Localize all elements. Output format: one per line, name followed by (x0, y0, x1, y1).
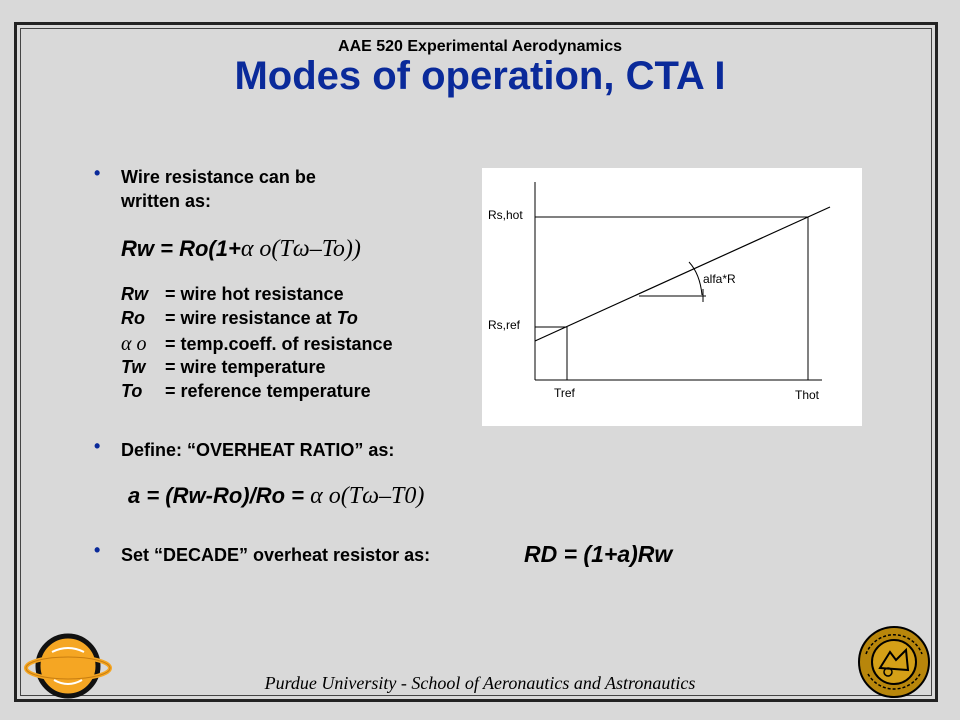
aeronautics-logo (24, 630, 114, 705)
graph-slope-arc (689, 262, 702, 295)
bullet-2-text: Define: “OVERHEAT RATIO” as: (121, 440, 395, 460)
eq2-rest: o(Tω–T0) (322, 483, 425, 509)
eq2-alpha: α (310, 483, 323, 509)
purdue-seal-logo (856, 624, 932, 705)
def-alpha (121, 333, 393, 356)
equation-decade-resistor: RD = (1+a)Rw (524, 541, 673, 567)
graph-label-thot: Thot (795, 388, 820, 402)
slide-title: Modes of operation, CTA I (234, 54, 726, 98)
graph-resistance-line (535, 207, 830, 341)
eq1-rest: o(Tω–To)) (253, 236, 361, 262)
def-to-text: = reference temperature (165, 381, 371, 401)
def-alpha-text: = temp.coeff. of resistance (165, 334, 393, 354)
equation-wire-resistance (121, 236, 361, 263)
eq1-alpha: α (240, 236, 254, 262)
graph-label-alfa: alfa*R (703, 272, 736, 286)
resistance-temperature-graph (482, 168, 862, 426)
def-rw-sym: Rw (121, 284, 148, 304)
graph-label-tref: Tref (554, 386, 575, 400)
def-to-sym: To (121, 381, 143, 401)
eq2-lhs: a = (Rw-Ro)/Ro = (128, 483, 311, 508)
footer-text: Purdue University - School of Aeronautics and Astronautics (264, 673, 696, 693)
def-alpha-sym: α o (121, 333, 147, 355)
eq1-lhs: Rw = Ro(1+ (121, 236, 241, 261)
seal-icon (856, 624, 932, 700)
bullet-3-marker: • (94, 540, 101, 560)
graph-svg (482, 168, 862, 426)
course-name: AAE 520 Experimental Aerodynamics (338, 38, 622, 55)
def-ro-sym: Ro (121, 308, 145, 328)
graph-label-rs-ref: Rs,ref (488, 318, 521, 332)
def-ro-tail: To (336, 308, 358, 328)
bullet-1-line-2: written as: (121, 191, 212, 211)
bullet-2-marker: • (94, 436, 101, 456)
def-rw (121, 284, 344, 305)
def-rw-text: = wire hot resistance (165, 284, 344, 304)
def-tw (121, 357, 326, 378)
def-ro (121, 308, 358, 329)
bullet-1-marker: • (94, 163, 101, 183)
def-to (121, 381, 371, 402)
planet-icon (24, 630, 114, 700)
def-tw-sym: Tw (121, 357, 146, 377)
bullet-1-line-1: Wire resistance can be (121, 167, 316, 187)
equation-overheat-ratio (128, 483, 424, 510)
def-ro-text: = wire resistance at (165, 308, 337, 328)
def-tw-text: = wire temperature (165, 357, 326, 377)
bullet-3-text: Set “DECADE” overheat resistor as: (121, 545, 431, 565)
graph-label-rs-hot: Rs,hot (488, 208, 523, 222)
